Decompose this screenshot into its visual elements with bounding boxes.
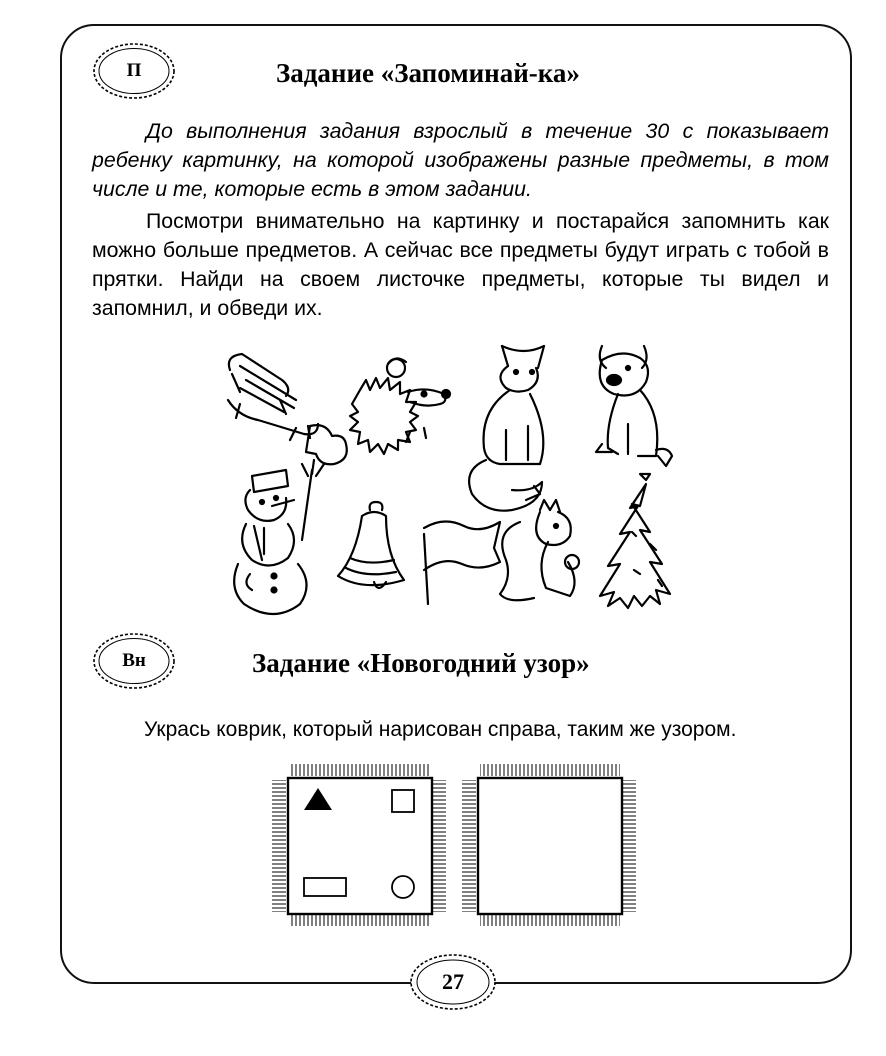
level-badge-label: П — [126, 60, 142, 81]
child-instruction: Посмотри внимательно на картинку и постарайся запомнить как можно больше предметов. А сейчас все предметы будут играть с тобой в прятки. Найди на своем листочке предметы, которые ты видел и запомнил, и обведи их. — [92, 209, 829, 320]
rugs — [270, 762, 640, 932]
snowman-icon — [234, 460, 324, 614]
page-number-badge — [408, 952, 498, 1012]
pattern-instruction: Укрась коврик, который нарисован справа, таким же узором. — [144, 718, 737, 741]
memory-pictures — [210, 340, 710, 620]
hedgehog-icon — [350, 358, 450, 454]
sled-icon — [228, 354, 318, 440]
level-badge-p — [90, 40, 178, 102]
blank-rug[interactable] — [462, 764, 636, 926]
level-badge-vn — [90, 630, 178, 692]
bell-icon — [338, 502, 404, 588]
mitten-icon — [306, 425, 347, 464]
adult-instruction: До выполнения задания взрослый в течение 30 с показывает ребенку картинку, на которой изображены разные предметы, в том числе и те, которые есть в этом задании. — [92, 119, 829, 201]
task-title-memory: Задание «Запоминай-ка» — [276, 58, 580, 88]
christmas-tree-icon — [600, 474, 670, 608]
flag-icon — [424, 521, 500, 604]
task-title-new-year-pattern: Задание «Новогодний узор» — [252, 648, 590, 678]
squirrel-icon — [500, 500, 579, 600]
level-badge-label: Вн — [122, 650, 146, 671]
sample-rug — [272, 764, 446, 926]
dog-icon — [596, 346, 672, 466]
page-number: 27 — [442, 969, 464, 994]
fox-icon — [469, 346, 544, 511]
